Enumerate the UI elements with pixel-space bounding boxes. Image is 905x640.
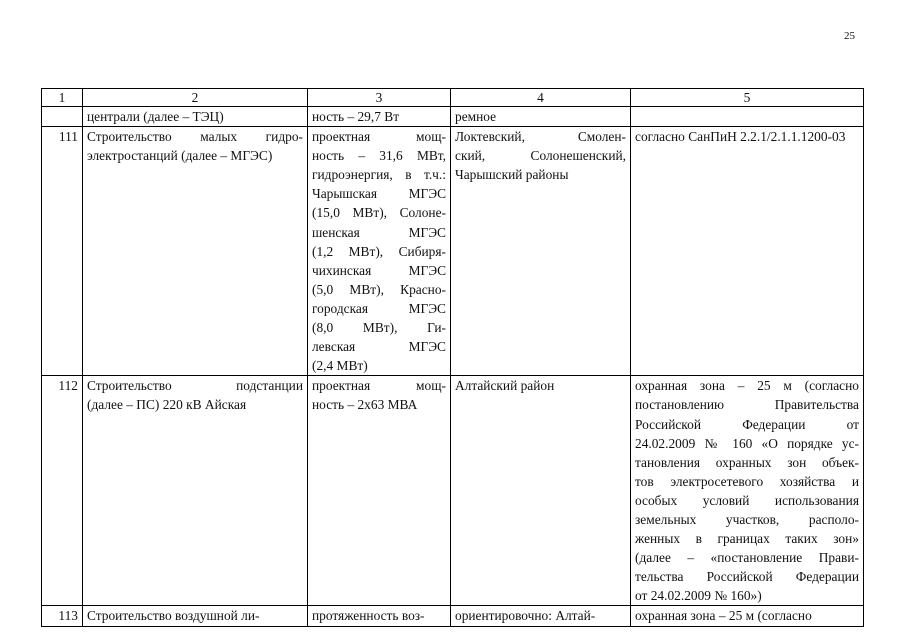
text-line: (далее – «постановление Прави-	[635, 550, 859, 566]
text-line: от 24.02.2009 № 160»)	[635, 588, 762, 604]
text-line: ский, Солонешенский,	[455, 148, 626, 164]
column-header: 3	[308, 89, 451, 107]
table-row	[42, 107, 864, 127]
text-line: Алтайский район	[455, 378, 555, 394]
column-header: 1	[42, 89, 83, 107]
text-line: особых условий использования	[635, 492, 859, 508]
text-line: ность – 31,6 МВт,	[312, 148, 446, 164]
text-line: охранная зона – 25 м (согласно	[635, 378, 859, 394]
text-line: постановлению Правительства	[635, 397, 859, 413]
cell-col5	[631, 107, 864, 127]
text-line: Локтевский, Смолен-	[455, 129, 626, 145]
cell-col3	[308, 606, 451, 627]
cell-col4	[451, 376, 631, 606]
table-row	[42, 606, 864, 627]
text-line: протяженность воз-	[312, 608, 425, 624]
cell-col2	[83, 606, 308, 627]
text-line: Чарышская МГЭС	[312, 186, 446, 202]
text-line: централи (далее – ТЭЦ)	[87, 109, 224, 124]
cell-col3	[308, 376, 451, 606]
text-line: ремное	[455, 109, 497, 124]
table-row	[42, 376, 864, 606]
text-line: Строительство малых гидро-	[87, 129, 303, 145]
text-line: (5,0 МВт), Красно-	[312, 281, 446, 297]
page-number: 25	[844, 30, 855, 42]
cell-col5	[631, 606, 864, 627]
text-line: тановления охранных зон объек-	[635, 454, 859, 470]
text-line: проектная мощ-	[312, 129, 446, 145]
cell-col2	[83, 127, 308, 376]
cell-col4	[451, 107, 631, 127]
row-number: 112	[42, 376, 83, 606]
text-line: (далее – ПС) 220 кВ Айская	[87, 397, 247, 413]
text-line: тов электросетевого хозяйства и	[635, 473, 859, 489]
cell-col5	[631, 376, 864, 606]
text-line: (2,4 МВт)	[312, 358, 368, 374]
text-line: согласно СанПиН 2.2.1/2.1.1.1200-03	[635, 129, 846, 145]
text-line: земельных участков, располо-	[635, 511, 859, 527]
row-number: 111	[42, 127, 83, 376]
text-line: женных в границах таких зон»	[635, 531, 859, 547]
table-header-row	[42, 89, 864, 107]
text-line: шенская МГЭС	[312, 224, 446, 240]
cell-col4	[451, 606, 631, 627]
regulation-table	[41, 88, 864, 627]
column-header: 4	[451, 89, 631, 107]
row-number: 113	[42, 606, 83, 627]
cell-col2	[83, 376, 308, 606]
row-number	[42, 107, 83, 127]
text-line: охранная зона – 25 м (согласно	[635, 608, 812, 624]
text-line: ность – 2х63 МВА	[312, 397, 418, 413]
text-line: (8,0 МВт), Ги-	[312, 320, 446, 336]
cell-col2	[83, 107, 308, 127]
text-line: чихинская МГЭС	[312, 262, 446, 278]
text-line: электростанций (далее – МГЭС)	[87, 148, 273, 164]
text-line: городская МГЭС	[312, 300, 446, 316]
table-row	[42, 127, 864, 376]
text-line: Строительство воздушной ли-	[87, 608, 260, 624]
text-line: Российской Федерации от	[635, 416, 859, 432]
column-header: 5	[631, 89, 864, 107]
text-line: Строительство подстанции	[87, 378, 303, 394]
text-line: левская МГЭС	[312, 339, 446, 355]
text-line: ность – 29,7 Вт	[312, 109, 400, 124]
cell-col3	[308, 107, 451, 127]
cell-col5	[631, 127, 864, 376]
cell-col3	[308, 127, 451, 376]
text-line: (15,0 МВт), Солоне-	[312, 205, 446, 221]
text-line: 24.02.2009 № 160 «О порядке ус-	[635, 435, 859, 451]
text-line: гидроэнергия, в т.ч.:	[312, 167, 446, 183]
text-line: ориентировочно: Алтай-	[455, 608, 596, 624]
text-line: Чарышский районы	[455, 167, 569, 183]
column-header: 2	[83, 89, 308, 107]
text-line: проектная мощ-	[312, 378, 446, 394]
cell-col4	[451, 127, 631, 376]
text-line: тельства Российской Федерации	[635, 569, 859, 585]
text-line: (1,2 МВт), Сибиря-	[312, 243, 446, 259]
